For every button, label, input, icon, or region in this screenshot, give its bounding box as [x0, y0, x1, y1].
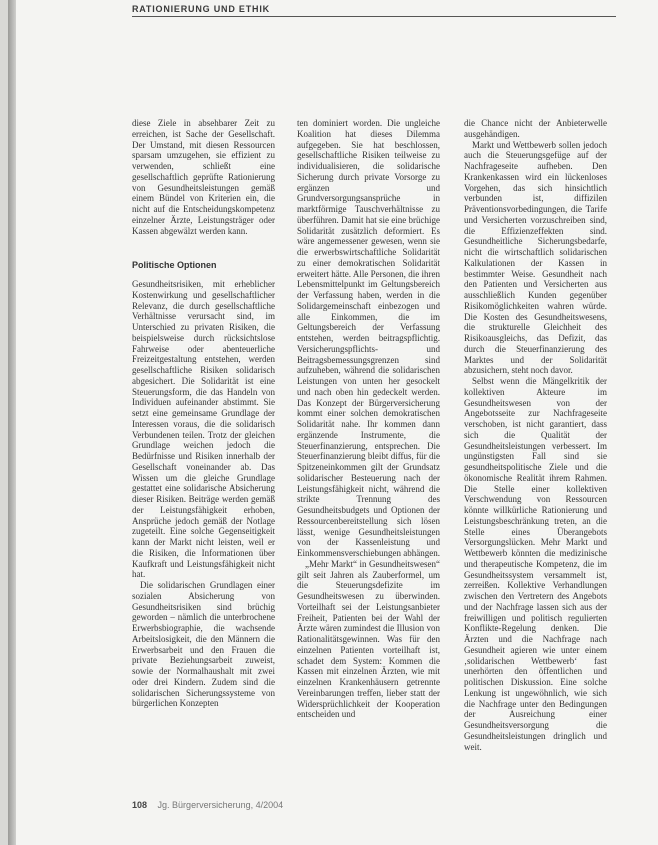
- paragraph: „Mehr Markt“ in Gesundheitswesen“ gilt seit Jahren als Zauberformel, um die Steuerungsdefizite im Gesundheitswesen zu überwinden. Vorteilhaft sei der Leistungsanbieter Freiheit, Patienten bei der Wahl der Ärzte wären zumindest die Illusion von Rationalitätsgewinnen. Was für den einzelnen Patienten vorteilhaft ist, schadet dem System: Kommen die Kassen mit einzelnen Ärzten, wie mit einzelnen Krankenhäusern getrennte Vereinbarungen treffen, lieber statt der Widersprüchlichkeit der Kooperation entscheiden und: [297, 558, 440, 720]
- scan-edge-shadow: [8, 0, 16, 845]
- text-column-2: [297, 118, 440, 720]
- document-page: [8, 0, 658, 845]
- section-heading: Politische Optionen: [132, 260, 217, 271]
- paragraph: die Chance nicht der Anbieterwelle ausgehändigen.: [464, 118, 607, 139]
- header-rule: [132, 16, 616, 17]
- paragraph: Die solidarischen Grundlagen einer sozialen Absicherung von Gesundheitsrisiken sind brüchig geworden – nämlich die unterbrochene Erwerbsbiographie, die wachsende Arbeitslosigkeit, die den Männern die Erwerbsarbeit und den Frauen die private Beziehungsarbeit zuweist, sowie der Normalhaushalt mit zwei oder drei Kindern. Zudem sind die solidarischen Sicherungssysteme von bürgerlichen Konzepten: [132, 580, 275, 709]
- running-head: RATIONIERUNG UND ETHIK: [132, 4, 270, 14]
- paragraph: ten dominiert worden. Die ungleiche Koalition hat dieses Dilemma aufgegeben. Sie hat beschlossen, gesellschaftliche Risiken teilweise zu individualisieren, die solidarische Sicherung durch private Vorsorge zu ergänzen und Grundversorgungsansprüche in marktförmige Tauschverhältnisse zu überführen. Damit hat sie eine brüchige Solidarität zusätzlich deformiert. Es wäre angemessener gewesen, wenn sie die erwerbswirtschaftliche Solidarität zu einer demokratischen Solidarität erweitert hätte. Alle Personen, die ihren Lebensmittelpunkt im Geltungsbereich der Verfassung haben, werden in die Solidargemeinschaft einbezogen und alle Einkommen, die im Geltungsbereich der Verfassung entstehen, werden beitragspflichtig. Versicherungspflichts- und Beitragsbemessungsgrenzen sind aufzuheben, während die solidarischen Leistungen von unten her gesockelt und nach oben hin gedeckelt werden. Das Konzept der Bürgerversicherung kommt einer solchen demokratischen Solidarität nahe. Ihr kommen dann ergänzende Instrumente, die Steuerfinanzierung, entsprechen. Die Steuerfinanzierung bleibt diffus, für die Spitzeneinkommen gilt der Grundsatz solidarischer Besteuerung nach der Leistungsfähigkeit nicht, während die strikte Trennung des Gesundheitsbudgets und Optionen der Ressourcenbereitstellung sich lösen lässt, wenige Gesundheitsleistungen von der Kassenleistung und Einkommensverschiebungen abhängen.: [297, 118, 440, 558]
- text-column-3: [464, 118, 607, 752]
- page-footer: [132, 800, 283, 810]
- paragraph: Gesundheitsrisiken, mit erheblicher Kostenwirkung und gesellschaftlicher Relevanz, die durch gesellschaftliche Verhältnisse verursacht sind, im Unterschied zu privaten Risiken, die beispielsweise durch rücksichtslose Fahrweise oder abenteuerliche Freizeitgestaltung entstehen, werden gesellschaftliche Risiken solidarisch abgesichert. Die Solidarität ist eine Steuerungsform, die das Handeln von Individuen aufeinander abstimmt. Sie setzt eine gemeinsame Grundlage der Interessen voraus, die die solidarisch Verbundenen teilen. Trotz der gleichen Grundlage weichen jedoch die Bedürfnisse und Risiken innerhalb der Gesellschaft voneinander ab. Das Wissen um die gleiche Grundlage gestattet eine solidarische Absicherung dieser Risiken. Beiträge werden gemäß der Leistungsfähigkeit erhoben, Ansprüche jedoch gemäß der Notlage zugeteilt. Eine solche Gegenseitigkeit kann der Markt nicht leisten, weil er die Risiken, die Informationen über Kaufkraft und Leistungsfähigkeit nicht hat.: [132, 279, 275, 580]
- paragraph: Selbst wenn die Mängelkritik der kollektiven Akteure im Gesundheitswesen von der Angebotsseite zur Nachfrageseite verschoben, ist nicht garantiert, dass sich die Qualität der Gesundheitsleistungen verbessert. Im ungünstigsten Fall sind sie gesundheitspolitische Ziele und die ökonomische Realität ihrem Rahmen. Die Stelle einer kollektiven Verschwendung von Ressourcen könnte willkürliche Rationierung und Leistungsbeschränkung treten, an die Stelle eines Überangebots Versorgungslücken. Mehr Markt und Wettbewerb könnten die medizinische und therapeutische Kompetenz, die im Gesundheitssystem versammelt ist, zerreißen. Kollektive Verhandlungen zwischen den Vertretern des Angebots und der Nachfrage lassen sich aus der freiwilligen und politisch regulierten Konflikte-Regelung denken. Die Ärzten und die Nachfrage nach Gesundheit agieren wie unter einem ‚solidarischen Wettbewerb‘ fast unerhörten den öffentlichen und politischen Diskussion. Eine solche Lenkung ist ungewöhnlich, wie sich die Nachfrage unter den Bedingungen der Ausreichung einer Gesundheitsversorgung die Gesundheitsleistungen dringlich und weit.: [464, 376, 607, 752]
- paragraph: Markt und Wettbewerb sollen jedoch auch die Steuerungsgefüge auf der Nachfrageseite aufheben. Den Krankenkassen wird ein lückenloses Vorgehen, das sich hinsichtlich verbunden ist, diffizilen Präventionsvorbedingungen, die Tarife und Versicherten vorzuschreiben sind, die Effizienzeffekten sind. Gesundheitliche Sicherungsbedarfe, nicht die wirtschaftlich solidarischen Kalkulationen der Kassen in bestimmter Weise. Gesundheit nach den Patienten und Versicherten aus ausschließlich Kunden gegenüber Risikomöglichkeiten wahren würde. Die Kosten des Gesundheitswesens, die strukturelle Gleichheit des Risikoausgleichs, das Defizit, das durch die Steuerfinanzierung des Marktes und der Solidarität abzusichern, steht noch davor.: [464, 139, 607, 376]
- journal-reference: Jg. Bürgerversicherung, 4/2004: [157, 800, 284, 810]
- page-number: 108: [132, 800, 148, 810]
- paragraph: diese Ziele in absehbarer Zeit zu erreichen, ist Sache der Gesellschaft. Der Umstand, mit diesen Ressourcen sparsam umzugehen, sie effizient zu verwenden, schließt eine gesellschaftlich geprüfte Rationierung von Gesundheitsleistungen gemäß einem Bündel von Kriterien ein, die nicht auf die Entscheidungskompetenz einzelner Ärzte, Leistungsträger oder Kassen abgewälzt werden kann.: [132, 118, 275, 236]
- text-column-1: [132, 118, 275, 709]
